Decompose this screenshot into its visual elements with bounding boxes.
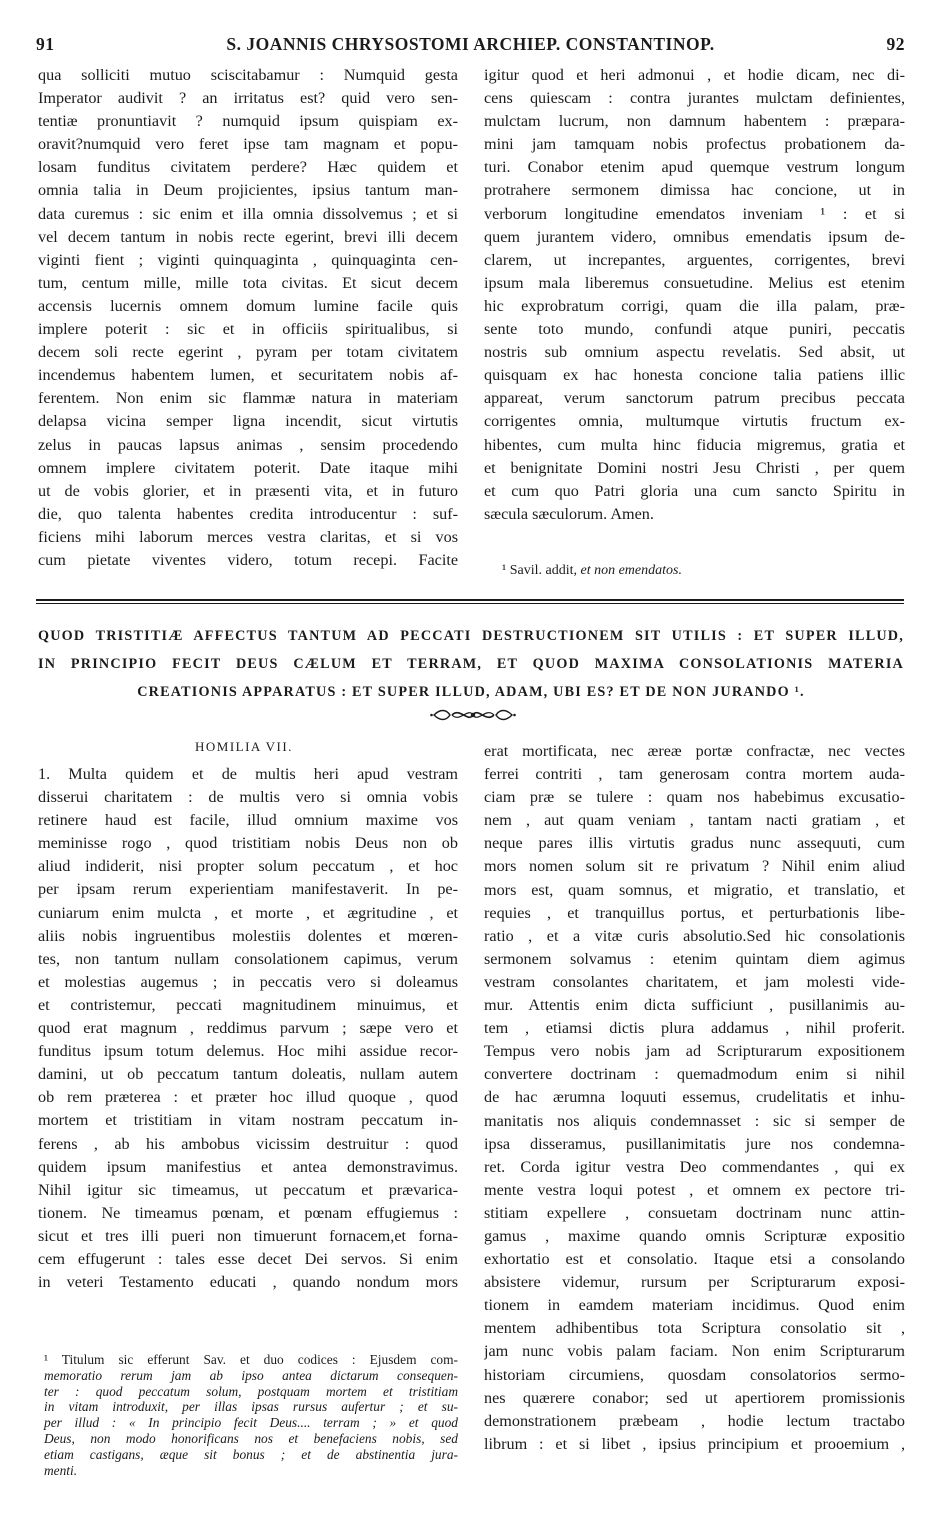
text-line: omnem implere civitatem poterit. Date itaque mihi [38,458,458,477]
text-line: ratio , et a vitæ curis absolutio.Sed hic consolationis [484,926,905,945]
text-line: de hac ærumna loquuti essemus, crudelitatis et inhu- [484,1088,905,1107]
text-line: appareat, verum sanctorum patrum precibus peccata [484,389,905,408]
text-line: Tempus vero nobis jam ad Scripturarum expositionem [484,1042,905,1061]
text-line: librum : et si libet , ipsius principium et prooemium , [484,1434,905,1453]
top-left-column [38,64,458,592]
text-line: cens quiescam : contra jurantes mulctam definientes, [484,89,905,108]
text-line: ret. Corda igitur vestra Deo commendantes , qui ex [484,1157,905,1176]
footnote-mark: ¹ [502,563,507,578]
page-number-left: 91 [36,34,55,54]
bottom-left-column [38,763,458,1335]
homilia-label: HOMILIA VII. [195,739,293,754]
text-line: sente toto mundo, confundi atque puniri, peccatis [484,320,905,339]
text-line: vel decem tantum in nobis recte egerint, brevi illi decem [38,227,458,246]
footnote-line: ¹ Titulum sic efferunt Sav. et duo codices : Ejusdem com- [44,1352,458,1367]
text-line: gamus , maxime quando omnis Scripturæ expositio [484,1226,905,1245]
text-line: mortem et tristitiam in vitam nostram peccatum in- [38,1111,458,1130]
text-line: viginti fient ; viginti quinquaginta , quinquaginta cen- [38,250,458,269]
text-line: vestram consolantes charitatem, et jam molesti vide- [484,972,905,991]
text-line: quod erat magnum , reddimus parvum ; sæpe vero et [38,1019,458,1038]
text-line: requies , et tranquillus portus, et perturbationis libe- [484,903,905,922]
text-line: convertere doctrinam : quemadmodum enim si nihil [484,1065,905,1084]
text-line: et benignitate Domini nostri Jesu Christi , per quem [484,458,905,477]
text-line: tionem in eamdem materiam incidimus. Quod enim [484,1296,905,1315]
running-head [30,34,911,58]
text-line: et cum quo Patri gloria una cum sancto Spiritu in [484,481,905,500]
text-line: et molestias augemus ; in peccatis vero si doleamus [38,972,458,991]
text-line: absistere videmur, rursum per Scripturarum exposi- [484,1273,905,1292]
footnote-line: ter : quod peccatum solum, postquam mortem et tristitiam [44,1383,458,1399]
running-title: S. JOANNIS CHRYSOSTOMI ARCHIEP. CONSTANTINOP. [226,34,715,54]
text-line: aliis nobis ingruentibus molestiis dolentes et mœren- [38,926,458,945]
text-line: data curemus : sic enim et illa omnia dissolvemus ; et si [38,204,458,223]
footnote-italic: et non emendatos. [580,563,682,578]
page-number-right: 92 [886,34,905,54]
text-line: exhortatio est et consolatio. Itaque etsi a consolando [484,1250,905,1269]
text-line: hic exprobratum corrigi, quam die illa palam, præ- [484,296,905,315]
text-line: et contristemur, peccati magnitudinem minuimus, et [38,995,458,1014]
section-rule-thick [36,599,904,601]
text-line: manitatis nos aliquis condemnasset : sic si semper de [484,1111,905,1130]
text-line: neque pares illis virtutis gradus nunc assequuti, cum [484,834,905,853]
text-line: ficiens mihi laborum merces vestra claritas, et si vos [38,527,458,546]
text-line: nes quærere conabor; sed ut apertiorem promissionis [484,1388,905,1407]
text-line: ferentem. Non enim sic flammæ natura in materiam [38,389,458,408]
text-line: disserui charitatem : de multis vero si omnia vobis [38,788,458,807]
text-line: mulctam lucrum, non damnum habentem : præpara- [484,112,905,131]
text-line: 1. Multa quidem et de multis heri apud vestram [38,765,458,783]
homily-title [38,622,904,706]
text-line: jam nunc vobis palam faciam. Non enim Scripturarum [484,1342,905,1361]
text-line: turi. Conabor etenim apud quemque vestrum longum [484,158,905,177]
text-line: in veteri Testamento educati , quando nondum mors [38,1273,458,1292]
text-line: tes, non tantum nullam consolationem capimus, verum [38,949,458,968]
text-line: sæcula sæculorum. Amen. [484,504,654,523]
text-line: nostris sub omnium aspectu revelatis. Sed absit, ut [484,343,905,362]
text-line: zelus in paucas lapsus animas , sensim procedendo [38,435,458,454]
text-line: mur. Attentis enim dicta sufficiunt , pusillanimis au- [484,996,905,1015]
text-line: quidem ipsum manifestius et antea demonstravimus. [38,1157,458,1176]
homily-title-line: IN PRINCIPIO FECIT DEUS CÆLUM ET TERRAM, ET QUOD MAXIMA CONSOLATIONIS MATERIA [38,656,904,672]
text-line: oravit?numquid vero feret ipse tam magnam et popu- [38,135,458,154]
text-line: stitiam expellere , consuetam doctrinam nunc attin- [484,1203,905,1222]
text-line: damini, ut ob peccatum tantum doleatis, nullam autem [38,1065,458,1084]
text-line: ciam præ se tulere : quam nos habebimus excusatio- [484,788,905,807]
footnote-text: Savil. addit, [509,563,577,578]
footnote-line: in vitam introduxit, per illas ipsas rursus aufertur ; et su- [44,1399,458,1415]
text-line: nem , aut quam veniam , tantam nacti gratiam , et [484,811,905,830]
text-line: ipsa disseramus, pusillanimitatis jure nos condemna- [484,1134,905,1153]
footnote-line: Deus, non modo honorificans nos et benefaciens nobis, sed [44,1430,458,1446]
text-line: sermonem solvamus : etenim quintam diem agimus [484,949,905,968]
text-line: losam funditus civitatem perdere? Hæc quidem et [38,158,458,177]
text-line: cum pietate viventes videro, totum recepi. Facite [38,550,458,569]
text-line: protrahere sermonem dimissa hac concione, ut in [484,181,905,200]
homily-title-line: QUOD TRISTITIÆ AFFECTUS TANTUM AD PECCATI DESTRUCTIONEM SIT UTILIS : ET SUPER ILLUD, [38,628,904,644]
top-right-column [484,64,905,544]
text-line: mors nomen solum sit re privatum ? Nihil enim aliud [484,857,905,876]
text-line: omnia talia in Deum projicientes, ipsius tantum man- [38,181,458,200]
text-line: quisquam ex hac honesta concione talia patiens illic [484,366,905,385]
text-line: decem soli recte egerint , pyram per totam civitatem [38,343,458,362]
homily-title-line: CREATIONIS APPARATUS : ET SUPER ILLUD, ADAM, UBI ES? ET DE NON JURANDO ¹. [137,684,805,700]
text-line: aliud indiderit, nisi propter solum peccatum , et hoc [38,857,458,876]
text-line: sicut et tres illi pueri non timuerunt fornacem,et forna- [38,1226,458,1245]
text-line: cuniarum enim mulcta , et morte , et ægritudine , et [38,903,458,922]
text-line: mors est, quam somnus, et migratio, et translatio, et [484,880,905,899]
text-line: demonstrationem præbeam , hodie lectum tractabo [484,1411,905,1430]
text-line: implere poterit : sic et in officiis spiritualibus, si [38,320,458,339]
text-line: tionem. Ne timeamus pœnam, et pœnam effugiemus : [38,1203,458,1222]
text-line: funditus ipsum totum delemus. Hoc mihi assidue recor- [38,1042,458,1061]
text-line: tentiæ pronuntiavit ? numquid ipsum quispiam ex- [38,112,458,131]
text-line: quem jurantem videro, omnibus emendatis ipsum de- [484,227,905,246]
text-line: tem , etiamsi dictis plura addamus , nihil proferit. [484,1019,905,1038]
text-line: ferens , ab his ambobus vicissim destruitur : quod [38,1134,458,1153]
text-line: ut de vobis glorier, et in præsenti vita, et in futuro [38,481,458,500]
text-line: ipsum mala liberemus consuetudine. Melius est etenim [484,273,905,292]
text-line: accensis lucernis omnem domum lumine facile quis [38,296,458,315]
text-line: mentem adhibentibus tota Scriptura consolatio sit , [484,1319,905,1338]
footnote-line: memoratio rerum jam ab ipso antea dictarum consequen- [44,1367,458,1383]
text-line: verborum longitudine emendatos inveniam ¹ : et si [484,204,905,223]
text-line: ob rem præterea : et præter hoc illud quoque , quod [38,1088,458,1107]
text-line: meminisse rogo , quod tristitiam nobis Deus non ob [38,834,458,853]
text-line: die, quo talenta habentes credita introducentur : suf- [38,504,458,523]
text-line: delapsa vicina semper ligna incendit, sicut virtutis [38,412,458,431]
footnote-line: menti. [44,1462,78,1478]
text-line: historiam circumiens, quosdam consolatorios sermo- [484,1365,905,1384]
text-line: clarem, ut increpantes, arguentes, corrigentes, brevi [484,250,905,269]
bottom-footnote [44,1352,458,1478]
text-line: incendemus habentem lumen, et securitatem nobis af- [38,366,458,385]
ornament-icon [430,707,516,723]
text-line: cem effugerunt : tales esse decet Dei servos. Si enim [38,1249,458,1268]
text-line: qua solliciti mutuo sciscitabamur : Numquid gesta [38,66,458,84]
top-footnote [502,563,902,579]
text-line: tum, centum mille, mille tota civitas. Et sicut decem [38,273,458,292]
bottom-right-column [484,740,905,1540]
text-line: mini jam tamquam nobis profectus probationem da- [484,135,905,154]
text-line: Imperator audivit ? an irritatus est? quid vero sen- [38,89,458,108]
text-line: hibentes, cum multa hinc fiducia migremus, gratia et [484,435,905,454]
text-line: ferrei contriti , tam generosam contra mortem auda- [484,765,905,784]
section-rule-thin [36,603,904,604]
footnote-line: etiam castigans, æque sit bonus ; et de abstinentia jura- [44,1446,458,1462]
text-line: corrigentes omnia, multumque virtutis fructum ex- [484,412,905,431]
text-line: Nihil igitur sic timeamus, ut peccatum et prævarica- [38,1180,458,1199]
text-line: igitur quod et heri admonui , et hodie dicam, nec di- [484,66,905,84]
text-line: per ipsam rerum experientiam manifestaverit. In pe- [38,880,458,899]
text-line: mente vestra loqui potest , et omnem ex pectore tri- [484,1180,905,1199]
footnote-line: per illud : « In principio fecit Deus.... terram ; » et quod [44,1415,458,1431]
text-line: retinere haud est facile, illud omnium maxime vos [38,811,458,830]
text-line: erat mortificata, nec æreæ portæ confractæ, nec vectes [484,742,905,760]
